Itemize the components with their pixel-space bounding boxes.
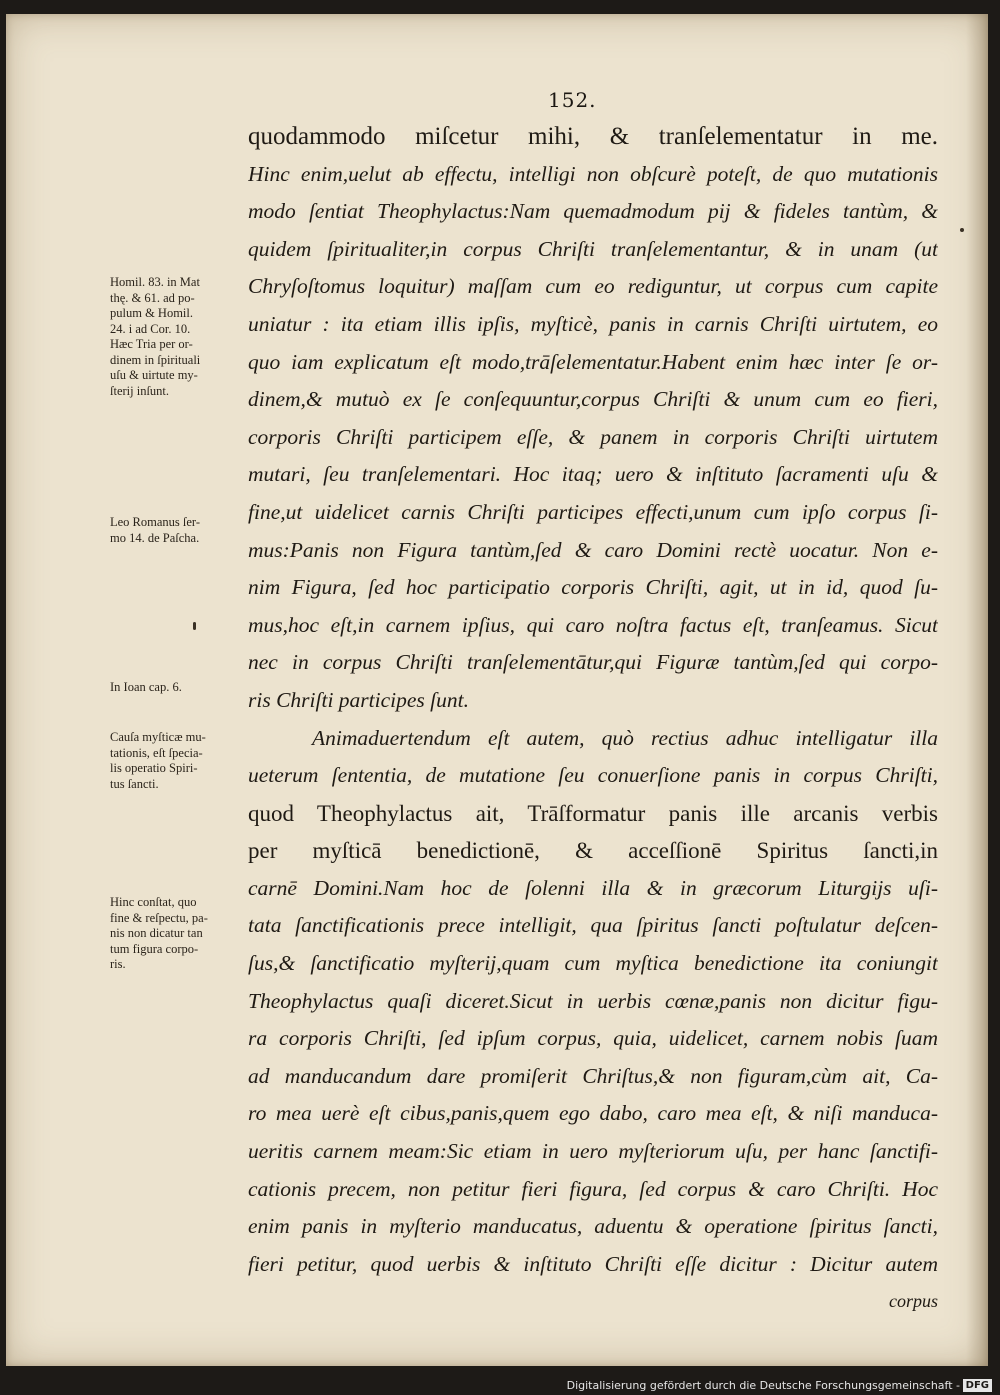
margin-note-line: 24. i ad Cor. 10. <box>110 321 191 336</box>
text-line: nim Figura, ſed hoc participatio corporis Chriſti, agit, ut in id, quod ſu- <box>248 575 938 600</box>
text-line: fine,ut uidelicet carnis Chriſti participes effecti,unum cum ipſo corpus ſi- <box>248 499 938 524</box>
text-line: quodammodo miſcetur mihi, & tranſelementatur in me. <box>248 123 938 150</box>
margin-note-line: mo 14. de Paſcha. <box>110 530 200 545</box>
margin-note-line: fine & reſpectu, pa- <box>110 910 208 925</box>
text-line: mus:Panis non Figura tantùm,ſed & caro Domini rectè uocatur. Non e- <box>248 537 938 562</box>
text-line: corporis Chriſti participem eſſe, & panem in corporis Chriſti uirtutem <box>248 424 938 449</box>
main-text-block <box>248 118 938 1321</box>
text-line: quod Theophylactus ait, Trāſformatur panis ille arcanis verbis <box>248 800 938 826</box>
margin-note-line: Hæc Tria per or- <box>110 337 193 351</box>
text-line: Chryſoſtomus loquitur) maſſam cum eo rediguntur, ut corpus cum capite <box>248 274 938 299</box>
margin-note-line: ris. <box>110 957 126 971</box>
margin-note-line: tum figura corpo- <box>110 941 199 956</box>
margin-note-line: In Ioan cap. 6. <box>110 680 182 694</box>
text-line: mus,hoc eſt,in carnem ipſius, qui caro noſtra factus eſt, tranſeamus. Sicut <box>248 612 938 637</box>
margin-note-line: nis non dicatur tan <box>110 926 203 940</box>
text-line: Animaduertendum eſt autem, quò rectius adhuc intelligatur illa <box>312 725 938 750</box>
text-line: fieri petitur, quod uerbis & inſtituto Chriſti eſſe dicitur : Dicitur autem <box>248 1251 938 1276</box>
margin-note-line: Cauſa myſticæ mu- <box>110 730 206 744</box>
text-line: enim panis in myſterio manducatus, aduentu & operatione ſpiritus ſancti, <box>248 1214 938 1239</box>
margin-note-line: uſu & uirtute my- <box>110 368 198 382</box>
text-line: uniatur : ita etiam illis ipſis, myſticè, panis in carnis Chriſti uirtutem, eo <box>248 311 938 336</box>
margin-note-line: ſterij inſunt. <box>110 383 170 398</box>
margin-note-line: Leo Romanus ſer- <box>110 515 201 529</box>
text-line: ueterum ſententia, de mutatione ſeu conuerſione panis in corpus Chriſti, <box>248 763 938 788</box>
text-line: nec in corpus Chriſti tranſelementātur,qui Figuræ tantùm,ſed qui corpo- <box>248 650 938 675</box>
margin-note-leo <box>110 515 260 546</box>
margin-note-ioan <box>110 680 260 696</box>
margin-note-line: Homil. 83. in Mat <box>110 275 200 289</box>
margin-note-causa <box>110 730 260 792</box>
text-line: tata ſanctificationis prece intelligit, qua ſpiritus ſancti poſtulatur deſcen- <box>248 913 938 938</box>
text-line: ad manducandum dare promiſerit Chriſtus,& non figuram,cùm ait, Ca- <box>248 1063 938 1088</box>
digitization-credit: Digitalisierung gefördert durch die Deutsche Forschungsgemeinschaft - <box>566 1379 960 1392</box>
ink-speck <box>960 228 964 232</box>
text-line: quo iam explicatum eſt modo,trāſelementatur.Habent enim hæc inter ſe or- <box>248 349 938 374</box>
ink-speck <box>193 622 196 630</box>
dfg-logo-icon: DFG <box>963 1379 992 1392</box>
margin-note-line: pulum & Homil. <box>110 306 193 320</box>
text-line: Theophylactus quaſi diceret.Sicut in uerbis cœnæ,panis non dicitur figu- <box>248 988 938 1013</box>
text-line: ro mea uerè eſt cibus,panis,quem ego dabo, caro mea eſt, & niſi manduca- <box>248 1101 938 1126</box>
text-line: cationis precem, non petitur fieri figura, ſed corpus & caro Chriſti. Hoc <box>248 1176 938 1201</box>
margin-note-line: thę. & 61. ad po- <box>110 290 195 305</box>
margin-note-line: tationis, eſt ſpecia- <box>110 745 203 760</box>
page-gutter-shadow <box>966 14 988 1366</box>
margin-note-line: tus ſancti. <box>110 776 159 791</box>
margin-note-homily <box>110 275 260 399</box>
text-line: mutari, ſeu tranſelementari. Hoc itaq; uero & inſtituto ſacramenti uſu & <box>248 462 938 487</box>
margin-note-hinc <box>110 895 260 973</box>
text-line: dinem,& mutuò ex ſe conſequuntur,corpus Chriſti & unum cum eo fieri, <box>248 387 938 412</box>
text-line: ra corporis Chriſti, ſed ipſum corpus, quia, uidelicet, carnem nobis ſuam <box>248 1026 938 1051</box>
text-line: per myſticā benedictionē, & acceſſionē Spiritus ſancti,in <box>248 838 938 864</box>
text-line: quidem ſpiritualiter,in corpus Chriſti tranſelementantur, & in unam (ut <box>248 236 938 261</box>
margin-note-line: lis operatio Spiri- <box>110 761 198 775</box>
text-line: modo ſentiat Theophylactus:Nam quemadmodum pij & fideles tantùm, & <box>248 199 938 224</box>
text-line: ris Chriſti participes ſunt. <box>248 687 469 712</box>
text-line: Hinc enim,uelut ab effectu, intelligi non obſcurè poteſt, de quo mutationis <box>248 161 938 186</box>
text-line: carnē Domini.Nam hoc de ſolenni illa & in græcorum Liturgijs uſi- <box>248 875 938 900</box>
page-number: 152. <box>548 88 597 112</box>
margin-note-line: dinem in ſpirituali <box>110 352 201 367</box>
text-line: ſus,& ſanctificatio myſterij,quam cum myſtica benedictione ita coniungit <box>248 951 938 976</box>
catchword: corpus <box>889 1291 938 1312</box>
margin-note-line: Hinc conſtat, quo <box>110 895 197 909</box>
text-line: ueritis carnem meam:Sic etiam in uero myſteriorum uſu, per hanc ſanctifi- <box>248 1139 938 1164</box>
